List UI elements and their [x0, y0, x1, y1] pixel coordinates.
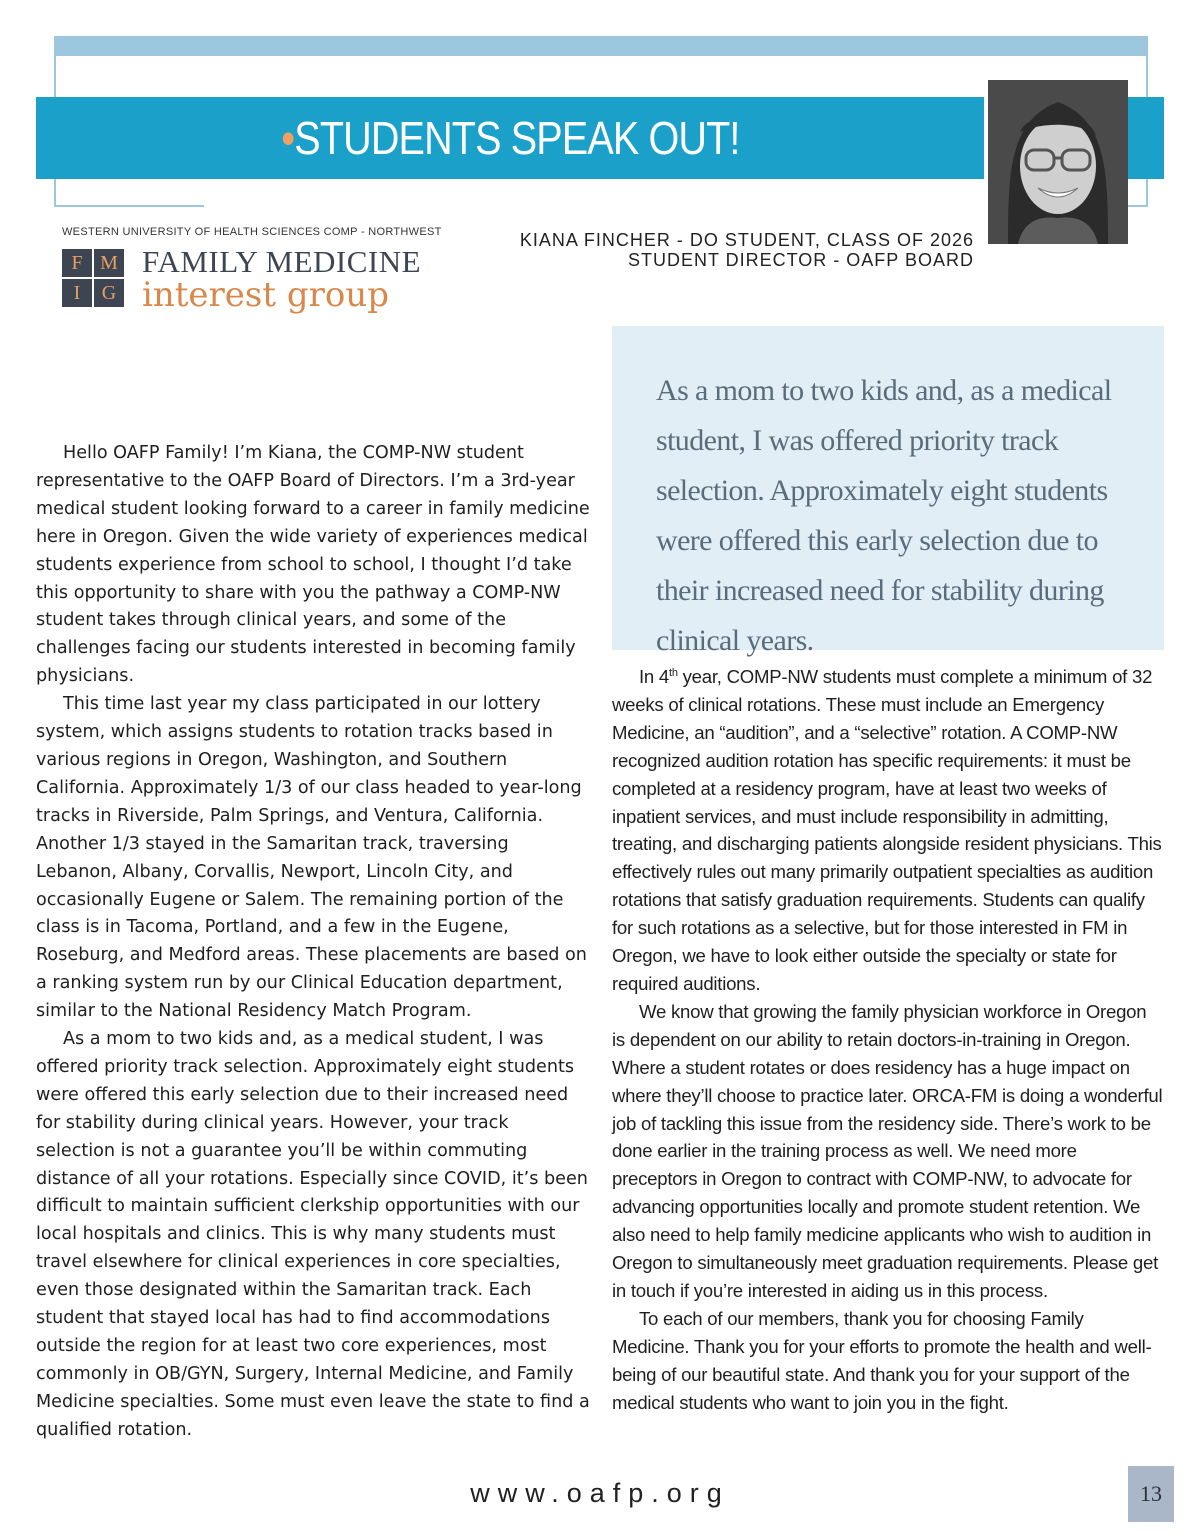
- header-frame-bottom: [54, 205, 204, 207]
- title-band-tail: [1128, 97, 1164, 179]
- intro-prefix: In 4: [639, 666, 670, 687]
- pullquote: As a mom to two kids and, as a medical student, I was offered priority track selection. Approximately eight students were offered this early selection due to their increased need for stability during clinical years.: [656, 374, 1112, 657]
- page-title-text: STUDENTS SPEAK OUT!: [293, 112, 740, 164]
- intro-rest: year, COMP-NW students must complete a minimum of 32 weeks of clinical rotations. These must include an Emergency Medicine, an “audition”, and a “selective” rotation. A COMP-NW recognized audition rotation has specific requirements: it must be completed at a residency program, have at least two weeks of inpatient services, and must include responsibility in admitting, treating, and discharging patients alongside resident physicians. This effectively rules out many primarily outpatient specialties as audition rotations that satisfy graduation requirements. Students can qualify for such rotations as a selective, but for those interested in FM in Oregon, we have to look either outside the specialty or state for required auditions.: [612, 666, 1162, 994]
- title-band: [36, 97, 984, 179]
- article-paragraph: As a mom to two kids and, as a medical student, I was offered priority track selection. Approximately eight students were offered this early selection due to their increased need for stability during clinical years. However, your track selection is not a guarantee you’ll be within commuting distance of all your rotations. Especially since COVID, it’s been difficult to maintain sufficient clerkship opportunities with our local hospitals and clinics. This is why many students must travel elsewhere for clinical experiences in core specialties, even those designated within the Samaritan track. Each student that stayed local has had to find accommodations outside the region for at least two core experiences, most commonly in OB/GYN, Surgery, Internal Medicine, and Family Medicine specialties. Some must even leave the state to find a qualified rotation.: [36, 1029, 590, 1440]
- author-byline: [520, 230, 974, 270]
- logo-letter: M: [94, 249, 124, 277]
- logo-letter: F: [62, 249, 92, 277]
- author-name-line: KIANA FINCHER - DO STUDENT, CLASS OF 2026: [519, 230, 974, 250]
- page-number: 13: [1128, 1466, 1174, 1522]
- logo-caption: WESTERN UNIVERSITY OF HEALTH SCIENCES COMP - NORTHWEST: [62, 226, 442, 238]
- author-role-line: STUDENT DIRECTOR - OAFP BOARD: [627, 250, 974, 270]
- article-paragraph: This time last year my class participated in our lottery system, which assigns students to rotation tracks based in various regions in Oregon, Washington, and Southern California. Approximately 1/3 of our class headed to year-long tracks in Riverside, Palm Springs, and Ventura, California. Another 1/3 stayed in the Samaritan track, traversing Lebanon, Albany, Corvallis, Newport, Lincoln City, and occasionally Eugene or Salem. The remaining portion of the class is in Tacoma, Portland, and a few in the Eugene, Roseburg, and Medford areas. These placements are based on a ranking system run by our Clinical Education department, similar to the National Residency Match Program.: [36, 694, 587, 1022]
- article-left-column: [36, 440, 590, 1445]
- author-portrait: [988, 80, 1128, 244]
- logo-title: FAMILY MEDICINE: [142, 244, 422, 279]
- logo-letter: I: [62, 279, 92, 307]
- footer-url[interactable]: www.oafp.org: [470, 1478, 730, 1508]
- page-title: [281, 111, 739, 165]
- logo-letter: G: [94, 279, 124, 307]
- fmig-logo-mark: [62, 249, 124, 307]
- article-paragraph: [612, 663, 1164, 998]
- article-right-column: [612, 663, 1164, 1416]
- title-bullet: •: [280, 112, 294, 164]
- article-paragraph: We know that growing the family physician workforce in Oregon is dependent on our ability to retain doctors-in-training in Oregon. Where a student rotates or does residency has a huge impact on where they’ll choose to practice later. ORCA-FM is doing a wonderful job of tackling this issue from the residency side. There’s work to be done earlier in the training process as well. We need more preceptors in Oregon to contract with COMP-NW, to advocate for advancing opportunities locally and promote student retention. We also need to help family medicine applicants who wish to audition in Oregon to simultaneously meet graduation requirements. Please get in touch if you’re interested in aiding us in this process.: [612, 1000, 1163, 1301]
- ordinal-suffix: th: [669, 666, 678, 679]
- logo-subtitle: interest group: [142, 275, 389, 315]
- header-frame-bottom-right: [1128, 205, 1148, 207]
- article-paragraph: To each of our members, thank you for choosing Family Medicine. Thank you for your efforts to promote the health and well-being of our beautiful state. And thank you for your support of the medical students who want to join you in the fight.: [612, 1307, 1152, 1413]
- portrait-photo-icon: [988, 80, 1128, 244]
- article-paragraph: Hello OAFP Family! I’m Kiana, the COMP-NW student representative to the OAFP Board of Directors. I’m a 3rd-year medical student looking forward to a career in family medicine here in Oregon. Given the wide variety of experiences medical students experience from school to school, I thought I’d take this opportunity to share with you the pathway a COMP-NW student takes through clinical years, and some of the challenges facing our students interested in becoming family physicians.: [36, 443, 590, 687]
- header-top-bar: [54, 36, 1148, 56]
